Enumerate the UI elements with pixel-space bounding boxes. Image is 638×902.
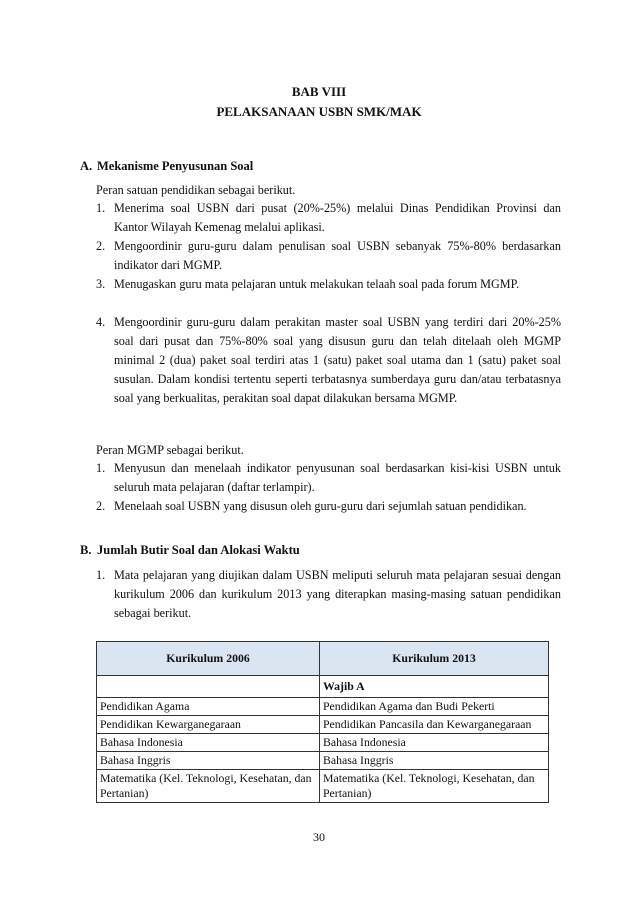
list-item-text: Menerima soal USBN dari pusat (20%-25%) melalui Dinas Pendidikan Provinsi dan Kantor Wilayah Kemenag melalui aplikasi. [114, 201, 561, 234]
table-header-row [97, 642, 549, 676]
section-a-intro-1: Peran satuan pendidikan sebagai berikut. [96, 183, 296, 197]
table-cell: Pendidikan Pancasila dan Kewarganegaraan [320, 716, 549, 734]
list-item-number: 1. [96, 568, 106, 582]
list-item [96, 313, 561, 408]
section-a-heading [80, 159, 253, 174]
table-cell [97, 676, 320, 698]
column-header: Kurikulum 2013 [320, 642, 549, 676]
table-row [97, 752, 549, 770]
table-cell: Pendidikan Kewarganegaraan [97, 716, 320, 734]
list-item [96, 497, 561, 516]
list-item-text: Menelaah soal USBN yang disusun oleh guru-guru dari sejumlah satuan pendidikan. [114, 499, 527, 513]
list-item-number: 3. [96, 277, 106, 291]
list-item-text: Mata pelajaran yang diujikan dalam USBN meliputi seluruh mata pelajaran sesuai dengan kurikulum 2006 dan kurikulum 2013 yang diterapkan masing-masing satuan pendidikan sebagai berikut. [114, 568, 561, 620]
list-item [96, 199, 561, 237]
list-item-number: 1. [96, 201, 106, 215]
section-a-label: A. [80, 159, 93, 173]
section-a-title: Mekanisme Penyusunan Soal [97, 159, 254, 173]
table-cell: Matematika (Kel. Teknologi, Kesehatan, dan Pertanian) [320, 770, 549, 803]
column-header: Kurikulum 2006 [97, 642, 320, 676]
list-item-text: Mengoordinir guru-guru dalam penulisan soal USBN sebanyak 75%-80% berdasarkan indikator dari MGMP. [114, 239, 561, 272]
table-cell: Matematika (Kel. Teknologi, Kesehatan, dan Pertanian) [97, 770, 320, 803]
list-item [96, 566, 561, 623]
list-item-number: 4. [96, 315, 106, 329]
group-label: Wajib A [320, 676, 549, 698]
list-item-text: Mengoordinir guru-guru dalam perakitan master soal USBN yang terdiri dari 20%-25% soal dari pusat dan 75%-80% soal yang disusun guru dan telah ditelaah oleh MGMP minimal 2 (dua) paket soal terdiri atas 1 (satu) paket soal utama dan 1 (satu) paket soal susulan. Dalam kondisi tertentu seperti terbatasnya sumberdaya guru dan/atau terbatasnya soal yang berkualitas, perakitan soal dapat dilakukan bersama MGMP. [114, 315, 561, 405]
page-number: 30 [313, 830, 325, 844]
table-row [97, 698, 549, 716]
list-item [96, 459, 561, 497]
table-cell: Bahasa Indonesia [97, 734, 320, 752]
table-group-row [97, 676, 549, 698]
table-cell: Bahasa Indonesia [320, 734, 549, 752]
table-cell: Bahasa Inggris [320, 752, 549, 770]
list-item-text: Menyusun dan menelaah indikator penyusunan soal berdasarkan kisi-kisi USBN untuk seluruh mata pelajaran (daftar terlampir). [114, 461, 561, 494]
list-item-number: 1. [96, 461, 106, 475]
chapter-heading: BAB VIII [291, 84, 347, 99]
table-cell: Pendidikan Agama dan Budi Pekerti [320, 698, 549, 716]
section-b-heading [80, 543, 300, 558]
list-item-number: 2. [96, 499, 106, 513]
table-row [97, 716, 549, 734]
table-row [97, 770, 549, 803]
table-cell: Pendidikan Agama [97, 698, 320, 716]
chapter-title: PELAKSANAAN USBN SMK/MAK [216, 104, 422, 119]
table-row [97, 734, 549, 752]
section-a-intro-2: Peran MGMP sebagai berikut. [96, 443, 244, 457]
list-item [96, 275, 561, 294]
table-cell: Bahasa Inggris [97, 752, 320, 770]
section-b-label: B. [80, 543, 92, 557]
curriculum-table [96, 641, 549, 803]
list-item [96, 237, 561, 275]
list-item-text: Menugaskan guru mata pelajaran untuk melakukan telaah soal pada forum MGMP. [114, 277, 520, 291]
section-b-title: Jumlah Butir Soal dan Alokasi Waktu [97, 543, 300, 557]
list-item-number: 2. [96, 239, 106, 253]
